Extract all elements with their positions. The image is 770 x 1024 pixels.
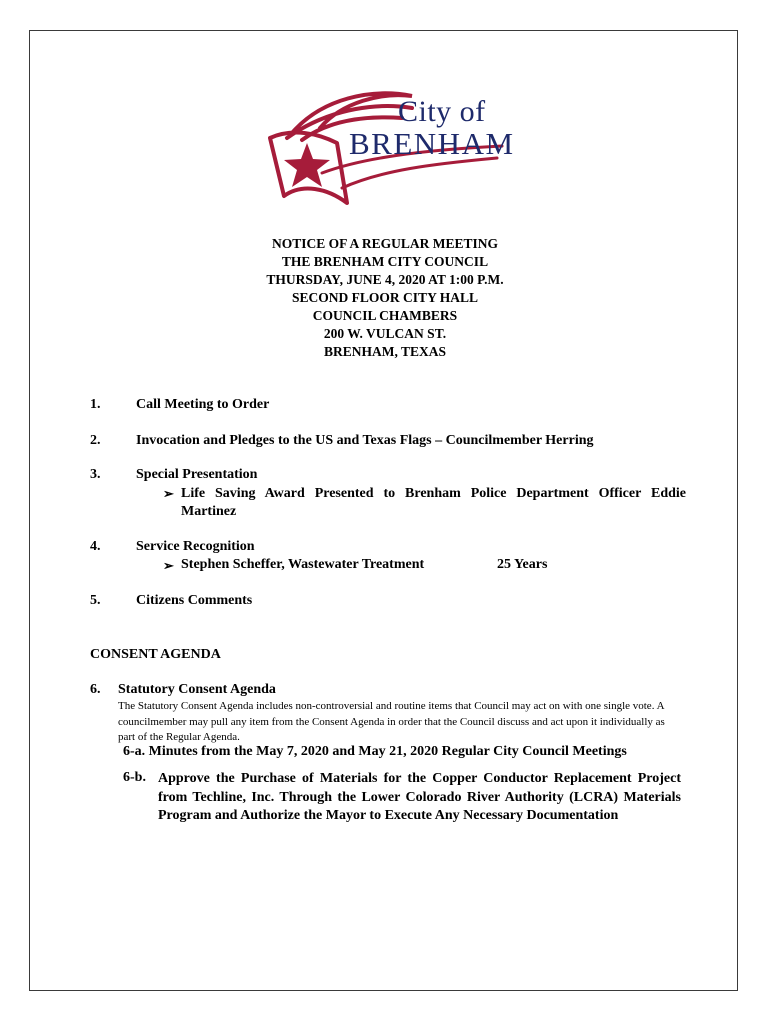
item-title: Special Presentation xyxy=(136,467,258,482)
item-title: Call Meeting to Order xyxy=(136,397,270,412)
item-number: 4. xyxy=(90,539,101,554)
item-sub-text: Life Saving Award Presented to Brenham Police Department Officer Eddie Martinez xyxy=(181,486,686,519)
consent-item-6a xyxy=(123,744,627,760)
item-number: 3. xyxy=(90,467,101,482)
consent-item-text: Minutes from the May 7, 2020 and May 21, 2020 Regular City Council Meetings xyxy=(148,744,627,759)
header-line: BRENHAM, TEXAS xyxy=(323,344,447,359)
consent-item-label: 6-b. xyxy=(123,770,146,785)
header-line: 200 W. VULCAN ST. xyxy=(323,326,447,341)
header-line: NOTICE OF A REGULAR MEETING xyxy=(271,236,499,251)
item-number: 2. xyxy=(90,433,101,448)
arrow-bullet-icon: ➢ xyxy=(163,486,174,501)
item-title: Citizens Comments xyxy=(136,593,253,608)
item-number: 5. xyxy=(90,593,101,608)
meeting-notice-header xyxy=(0,235,770,361)
star-icon xyxy=(284,143,330,187)
consent-item-text: Approve the Purchase of Materials for the Copper Conductor Replacement Project from Techline, Inc. Through the Lower Colorado River Authority (LCRA) Materials Program and Authorize the Mayor to Execute Any Necessary Documentation xyxy=(158,771,681,824)
logo-brenham: BRENHAM xyxy=(349,126,515,161)
header-line: SECOND FLOOR CITY HALL xyxy=(292,290,478,305)
item-number: 6. xyxy=(90,682,101,697)
item-title: Service Recognition xyxy=(136,539,255,554)
recognition-name: Stephen Scheffer, Wastewater Treatment xyxy=(181,557,425,572)
item-title: Invocation and Pledges to the US and Texas Flags – Councilmember Herring xyxy=(136,433,594,448)
header-line: THURSDAY, JUNE 4, 2020 AT 1:00 P.M. xyxy=(266,272,504,287)
item-title: Statutory Consent Agenda xyxy=(118,682,276,697)
item-number: 1. xyxy=(90,397,101,412)
logo-city-of: City of xyxy=(398,95,486,128)
arrow-bullet-icon: ➢ xyxy=(163,558,174,573)
consent-agenda-heading: CONSENT AGENDA xyxy=(90,647,221,662)
header-line: COUNCIL CHAMBERS xyxy=(312,308,458,323)
consent-item-label: 6-a. xyxy=(123,744,146,759)
consent-description: The Statutory Consent Agenda includes non-controversial and routine items that Council may act on with one single vote. A councilmember may pull any item from the Consent Agenda in order that the Council discuss and act upon it individually as part of the Regular Agenda. xyxy=(118,700,665,743)
recognition-years: 25 Years xyxy=(497,557,548,572)
header-line: THE BRENHAM CITY COUNCIL xyxy=(281,254,489,269)
